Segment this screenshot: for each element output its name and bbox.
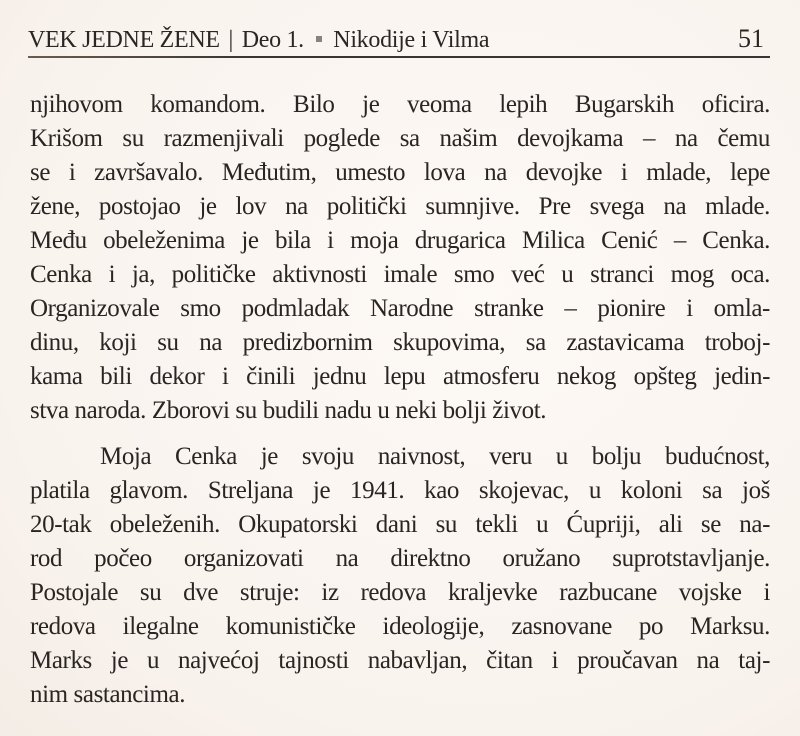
text-line: redova ilegalne komunističke ideologije, zasnovane po Marksu. xyxy=(30,613,770,640)
text-line: stva naroda. Zborovi su budili nadu u neki bolji život. xyxy=(30,397,547,424)
paragraph-1 xyxy=(30,88,770,428)
text-line: platila glavom. Streljana je 1941. kao skojevac, u koloni sa još xyxy=(30,477,770,504)
book-title: VEK JEDNE ŽENE xyxy=(28,27,220,53)
text-line: Krišom su razmenjivali poglede sa našim devojkama – na čemu xyxy=(30,125,770,152)
page-number: 51 xyxy=(738,24,764,53)
text-line: rod počeo organizovati na direktno oružano suprotstavljanje. xyxy=(30,545,770,572)
text-line: njihovom komandom. Bilo je veoma lepih Bugarskih oficira. xyxy=(30,91,770,118)
text-line: kama bili dekor i činili jednu lepu atmosferu nekog opšteg jedin- xyxy=(30,363,770,390)
running-head-title xyxy=(28,28,489,52)
part-label: Deo 1. xyxy=(241,27,304,53)
text-line: Cenka i ja, političke aktivnosti imale smo već u stranci mog oca. xyxy=(30,261,770,288)
text-line: nim sastancima. xyxy=(30,681,186,708)
text-line: Među obeleženima je bila i moja drugarica Milica Cenić – Cenka. xyxy=(30,227,770,254)
paragraph-spacer xyxy=(30,428,770,440)
text-line: Postojale su dve struje: iz redova kraljevke razbucane vojske i xyxy=(30,579,770,606)
text-line: dinu, koji su na predizbornim skupovima, sa zastavicama troboj- xyxy=(30,329,770,356)
chapter-title: Nikodije i Vilma xyxy=(333,27,490,53)
body-text xyxy=(30,88,770,712)
text-line: se i završavalo. Međutim, umesto lova na devojke i mlade, lepe xyxy=(30,159,770,186)
text-line: 20-tak obeleženih. Okupatorski dani su tekli u Ćupriji, ali se na- xyxy=(30,511,770,538)
header-rule xyxy=(28,56,770,58)
paragraph-2 xyxy=(30,440,770,712)
bullet-icon xyxy=(316,36,322,42)
text-line: Moja Cenka je svoju naivnost, veru u bolju budućnost, xyxy=(100,443,770,470)
text-line: Marks je u najvećoj tajnosti nabavljan, čitan i proučavan na taj- xyxy=(30,647,770,674)
running-head xyxy=(28,18,770,52)
text-line: žene, postojao je lov na politički sumnjive. Pre svega na mlade. xyxy=(30,193,770,220)
head-separator: | xyxy=(228,27,233,53)
text-line: Organizovale smo podmladak Narodne stranke – pionire i omla- xyxy=(30,295,770,322)
